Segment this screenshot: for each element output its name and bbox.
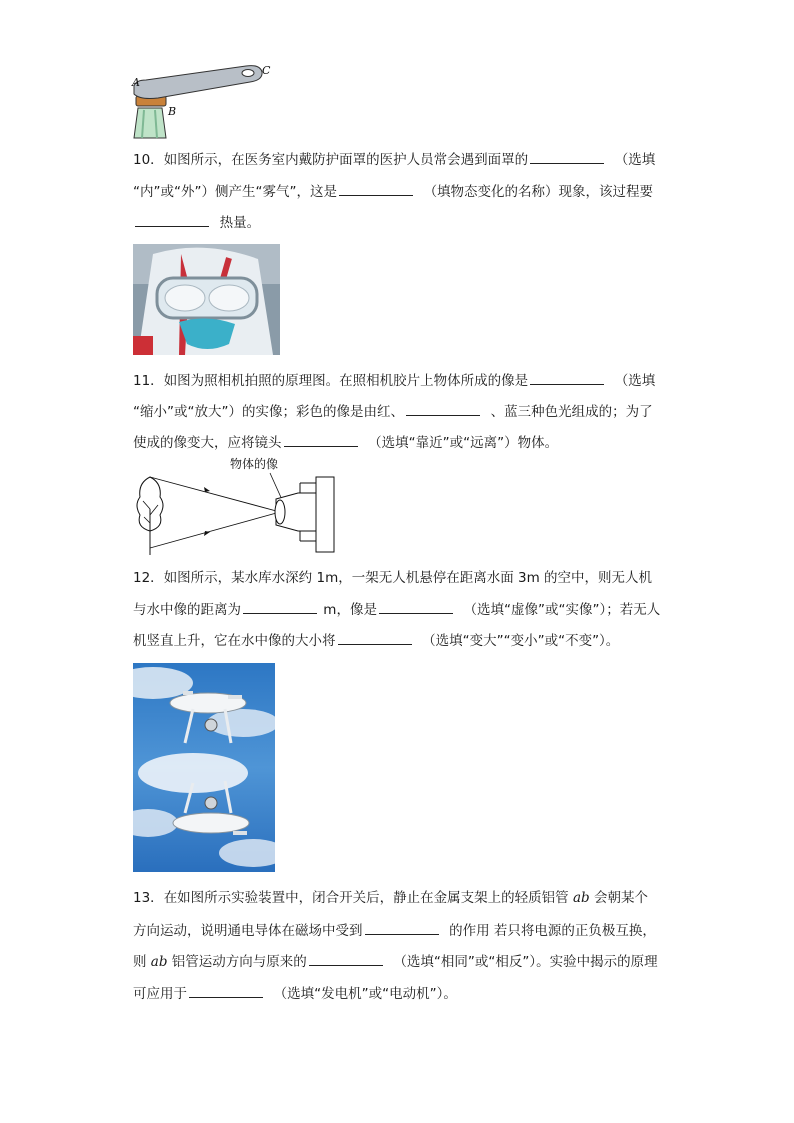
q10-line-3: 热量。 (133, 212, 260, 233)
q12-line-1: 12．如图所示，某水库水深约 1m，一架无人机悬停在距离水面 3m 的空中，则无人机 (133, 570, 653, 586)
q12-blank-1[interactable] (243, 599, 317, 614)
q12-blank-2[interactable] (379, 599, 453, 614)
q11-blank-3[interactable] (284, 432, 358, 447)
q12-line-3: 机竖直上升，它在水中像的大小将 （选填“变大”“变小”或“不变”）。 (133, 630, 619, 651)
q13-blank-3[interactable] (189, 983, 263, 998)
q12-line-2: 与水中像的距离为 m，像是 （选填“虚像”或“实像”）；若无人 (133, 599, 660, 620)
q13-line-4: 可应用于 （选填“发电机”或“电动机”）。 (133, 983, 457, 1004)
q13-line-3: 则 ab 铝管运动方向与原来的 （选填“相同”或“相反”）。实验中揭示的原理 (133, 951, 658, 972)
q10-number: 10． (133, 152, 164, 168)
q11-blank-1[interactable] (530, 370, 604, 385)
q11-line-2: “缩小”或“放大”）的实像；彩色的像是由红、 、蓝三种色光组成的；为了 (133, 401, 653, 422)
label-b: B (168, 105, 177, 118)
q11-number: 11． (133, 373, 164, 389)
q10-line-2: “内”或“外”）侧产生“雾气”，这是 （填物态变化的名称）现象，该过程要 (133, 181, 653, 202)
q13-line-1: 13．在如图所示实验装置中，闭合开关后，静止在金属支架上的轻质铝管 ab 会朝某个 (133, 890, 648, 906)
label-a: A (132, 76, 140, 89)
q10-line-1: 10．如图所示，在医务室内戴防护面罩的医护人员常会遇到面罩的 （选填 (133, 149, 655, 170)
q11-line-3: 使成的像变大，应将镜头 （选填“靠近”或“远离”）物体。 (133, 432, 558, 453)
drone-reflection-photo (133, 663, 275, 872)
lever-figure (128, 60, 278, 140)
image-label: 物体的像 (230, 457, 279, 471)
q12-blank-3[interactable] (338, 630, 412, 645)
camera-diagram (130, 453, 345, 558)
q13-blank-2[interactable] (309, 951, 383, 966)
q11-line-1: 11．如图为照相机拍照的原理图。在照相机胶片上物体所成的像是 （选填 (133, 370, 655, 391)
q13-number: 13． (133, 890, 164, 906)
q12-number: 12． (133, 570, 164, 586)
medical-worker-photo (133, 244, 280, 355)
q13-line-2: 方向运动，说明通电导体在磁场中受到 的作用 若只将电源的正负极互换， (133, 920, 656, 941)
q10-blank-1[interactable] (530, 149, 604, 164)
q11-blank-2[interactable] (406, 401, 480, 416)
label-c: C (262, 64, 271, 77)
q10-blank-2[interactable] (339, 181, 413, 196)
q13-blank-1[interactable] (365, 920, 439, 935)
q10-blank-3[interactable] (135, 212, 209, 227)
